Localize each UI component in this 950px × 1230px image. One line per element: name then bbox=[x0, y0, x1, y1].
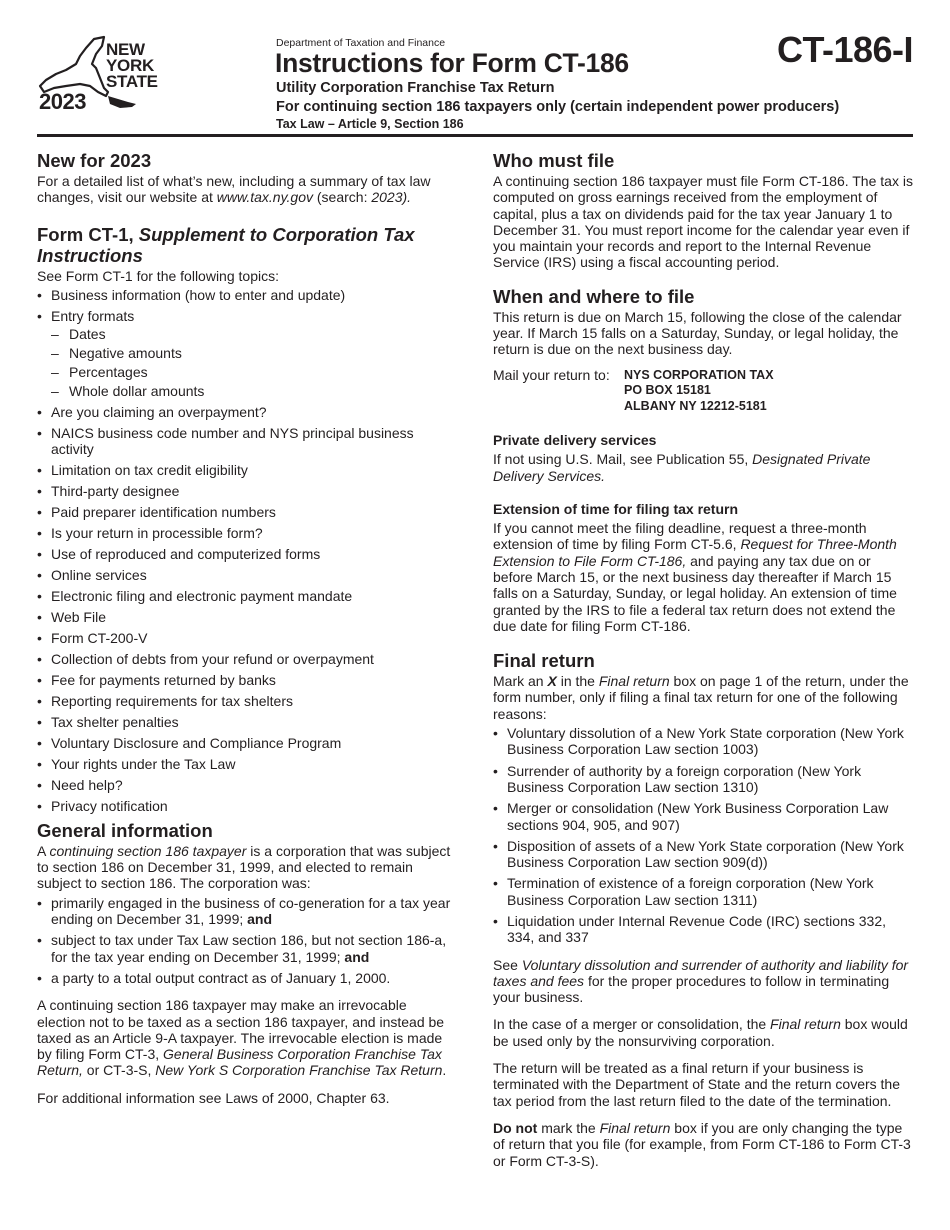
final-return-reasons-list bbox=[493, 725, 913, 946]
list-item: – Whole dollar amounts bbox=[51, 383, 457, 399]
extension-text: If you cannot meet the filing deadline, request a three-month extension of time by filing Form CT-5.6, Request for Three-Month Extension to File Form CT-186, and paying any tax due on or before March 15, or the next business day thereafter if March 15 falls on a Saturday, Sunday, or legal holiday. An extension of time granted by the IRS to file a federal tax return does not extend the due date for filing Form CT-186. bbox=[493, 520, 897, 634]
list-item: • primarily engaged in the business of co-generation for a tax year ending on December 31, 1999; and bbox=[37, 895, 457, 928]
form-number: CT-186-I bbox=[776, 29, 913, 70]
general-info-heading: General information bbox=[37, 819, 213, 841]
ct1-topics-list bbox=[37, 287, 457, 814]
list-item: • Paid preparer identification numbers bbox=[37, 504, 457, 520]
left-column bbox=[37, 150, 457, 1106]
final-return-heading: Final return bbox=[493, 650, 595, 672]
page-header bbox=[0, 0, 950, 140]
when-where-text: This return is due on March 15, following the close of the calendar year. If March 15 falls on a Saturday, Sunday, or legal holiday, the return is due on the next business day. bbox=[493, 308, 902, 358]
list-item: • Entry formats – Dates – Negative amounts – Percentages – Whole dollar amounts bbox=[37, 308, 457, 399]
page-title: Instructions for Form CT-186 bbox=[275, 48, 629, 78]
list-item: • Electronic filing and electronic payment mandate bbox=[37, 588, 457, 604]
list-item: • Form CT-200-V bbox=[37, 630, 457, 646]
final-return-do-not: Do not mark the Final return box if you are only changing the type of return that you file (for example, from Form CT-186 to Form CT-3 or Form CT-3-S). bbox=[493, 1119, 911, 1169]
general-additional-info: For additional information see Laws of 2000, Chapter 63. bbox=[37, 1089, 390, 1106]
mailing-address: NYS CORPORATION TAX PO BOX 15181 ALBANY NY 12212-5181 bbox=[624, 367, 774, 413]
when-where-heading: When and where to file bbox=[493, 285, 695, 307]
general-info-text: A continuing section 186 taxpayer is a corporation that was subject to section 186 on December 31, 1999, and elected to remain subject to section 186. The corporation was: bbox=[37, 842, 451, 892]
list-item: • Termination of existence of a foreign corporation (New York Business Corporation Law section 1311) bbox=[493, 875, 913, 908]
page-subtitle-scope: For continuing section 186 taxpayers only (certain independent power producers) bbox=[276, 99, 840, 115]
list-item: • Privacy notification bbox=[37, 798, 457, 814]
list-item: • Business information (how to enter and update) bbox=[37, 287, 457, 303]
who-must-file-text: A continuing section 186 taxpayer must file Form CT-186. The tax is computed on gross earnings received from the employment of capital, plus a tax on dividends paid for the tax year January 1 to December 31. You must report income for the calendar year even if you maintain your records and report to the Internal Revenue Service (IRS) using a fiscal accounting period. bbox=[493, 173, 913, 271]
entry-formats-list bbox=[51, 326, 457, 399]
list-item: – Negative amounts bbox=[51, 345, 457, 361]
list-item: • subject to tax under Tax Law section 186, but not section 186-a, for the tax year ending on December 31, 1999; and bbox=[37, 932, 457, 965]
final-return-merger: In the case of a merger or consolidation, the Final return box would be used only by the nonsurviving corporation. bbox=[493, 1016, 908, 1049]
final-return-text: Mark an X in the Final return box on page 1 of the return, under the form number, only if filing a final tax return for one of the following reasons: bbox=[493, 673, 909, 722]
list-item: – Dates bbox=[51, 326, 457, 342]
list-item: • Third-party designee bbox=[37, 483, 457, 499]
general-criteria-list bbox=[37, 895, 457, 986]
mailing-address-block bbox=[493, 367, 913, 415]
list-item: • Limitation on tax credit eligibility bbox=[37, 462, 457, 478]
new-for-heading: New for 2023 bbox=[37, 150, 152, 171]
list-item: • Liquidation under Internal Revenue Code (IRC) sections 332, 334, and 337 bbox=[493, 913, 913, 946]
list-item: • Disposition of assets of a New York State corporation (New York Business Corporation Law section 909(d)) bbox=[493, 838, 913, 871]
list-item: • Merger or consolidation (New York Business Corporation Law sections 904, 905, and 907) bbox=[493, 800, 913, 833]
right-column bbox=[493, 150, 913, 1169]
logo-wordmark: NEW YORK STATE bbox=[106, 40, 158, 91]
list-item: • Use of reproduced and computerized forms bbox=[37, 546, 457, 562]
list-item: • Surrender of authority by a foreign corporation (New York Business Corporation Law section 1310) bbox=[493, 763, 913, 796]
list-item: • Is your return in processible form? bbox=[37, 525, 457, 541]
list-item: • Reporting requirements for tax shelters bbox=[37, 693, 457, 709]
ct1-heading: Form CT-1, Supplement to Corporation Tax Instructions bbox=[37, 223, 415, 266]
list-item: • Web File bbox=[37, 609, 457, 625]
list-item: • Voluntary dissolution of a New York State corporation (New York Business Corporation Law section 1003) bbox=[493, 725, 913, 758]
tax-law-reference: Tax Law – Article 9, Section 186 bbox=[276, 117, 464, 131]
mail-label: Mail your return to: bbox=[493, 366, 610, 383]
who-must-file-heading: Who must file bbox=[493, 150, 615, 171]
final-return-procedures: See Voluntary dissolution and surrender of authority and liability for taxes and fees for the proper procedures to follow in terminating your business. bbox=[493, 956, 909, 1006]
private-delivery-heading: Private delivery services bbox=[493, 432, 657, 449]
general-election-text: A continuing section 186 taxpayer may make an irrevocable election not to be taxed as a section 186 taxpayer, and instead be taxed as an Article 9-A taxpayer. The irrevocable election is made by filing Form CT-3, General Business Corporation Franchise Tax Return, or CT-3-S, New York S Corporation Franchise Tax Return. bbox=[37, 997, 447, 1079]
final-return-termination: The return will be treated as a final return if your business is terminated with the Department of State and the return covers the tax period from the last return filed to the date of the termination. bbox=[493, 1060, 900, 1109]
list-item: • Collection of debts from your refund or overpayment bbox=[37, 651, 457, 667]
website-link[interactable]: www.tax.ny.gov bbox=[216, 189, 313, 206]
new-for-text: For a detailed list of what’s new, including a summary of tax law changes, visit our website at www.tax.ny.gov (search: 2023). bbox=[37, 173, 431, 206]
ct1-intro: See Form CT-1 for the following topics: bbox=[37, 267, 279, 284]
page-subtitle: Utility Corporation Franchise Tax Return bbox=[276, 80, 555, 96]
list-item: • Are you claiming an overpayment? bbox=[37, 404, 457, 420]
list-item: • NAICS business code number and NYS principal business activity bbox=[37, 425, 457, 458]
list-item: • Your rights under the Tax Law bbox=[37, 756, 457, 772]
list-item: • Voluntary Disclosure and Compliance Program bbox=[37, 735, 457, 751]
header-divider bbox=[37, 134, 913, 137]
list-item: – Percentages bbox=[51, 364, 457, 380]
list-item: • Fee for payments returned by banks bbox=[37, 672, 457, 688]
list-item: • Need help? bbox=[37, 777, 457, 793]
logo-year: 2023 bbox=[39, 89, 86, 114]
list-item: • a party to a total output contract as of January 1, 2000. bbox=[37, 970, 457, 986]
department-name: Department of Taxation and Finance bbox=[276, 37, 446, 49]
private-delivery-text: If not using U.S. Mail, see Publication 55, Designated Private Delivery Services. bbox=[493, 451, 871, 484]
list-item: • Tax shelter penalties bbox=[37, 714, 457, 730]
list-item: • Online services bbox=[37, 567, 457, 583]
extension-heading: Extension of time for filing tax return bbox=[493, 501, 739, 518]
